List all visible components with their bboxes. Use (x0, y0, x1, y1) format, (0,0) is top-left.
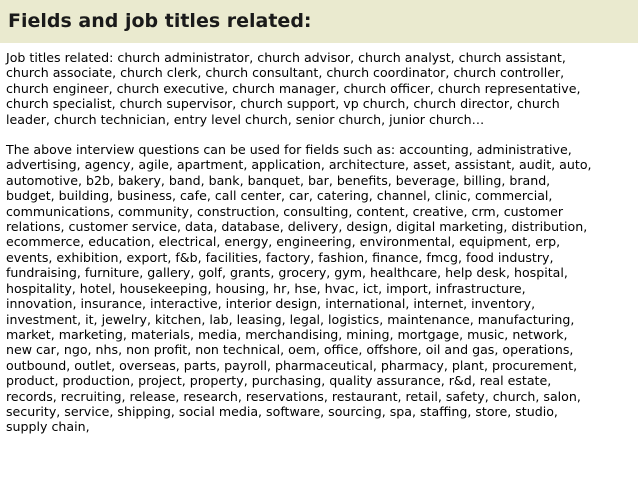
title-bar (0, 0, 638, 43)
fields-paragraph: The above interview questions can be used for fields such as: accounting, administrative, advertising, agency, agile, apartment, application, architecture, asset, assistant, audit, auto, automotive, b2b, bakery, band, bank, banquet, bar, benefits, beverage, billing, brand, budget, building, business, cafe, call center, car, catering, channel, clinic, commercial, communications, community, construction, consulting, content, creative, crm, customer relations, customer service, data, database, delivery, design, digital marketing, distribution, ecommerce, education, electrical, energy, engineering, environmental, equipment, erp, events, exhibition, export, f&b, facilities, factory, fashion, finance, fmcg, food industry, fundraising, furniture, gallery, golf, grants, grocery, gym, healthcare, help desk, hospital, hospitality, hotel, housekeeping, housing, hr, hse, hvac, ict, import, infrastructure, innovation, insurance, interactive, interior design, international, internet, inventory, investment, it, jewelry, kitchen, lab, leasing, legal, logistics, maintenance, manufacturing, market, marketing, materials, media, merchandising, mining, mortgage, music, network, new car, ngo, nhs, non profit, non technical, oem, office, offshore, oil and gas, operations, outbound, outlet, overseas, parts, payroll, pharmaceutical, pharmacy, plant, procurement, product, production, project, property, purchasing, quality assurance, r&d, real estate, records, recruiting, release, research, reservations, restaurant, retail, safety, church, salon, security, service, shipping, social media, software, sourcing, spa, staffing, store, studio, supply chain, (6, 142, 592, 435)
job-titles-paragraph: Job titles related: church administrator, church advisor, church analyst, church assistant, church associate, church clerk, church consultant, church coordinator, church controller, church engineer, church executive, church manager, church officer, church representative, church specialist, church supervisor, church support, vp church, church director, church leader, church technician, entry level church, senior church, junior church… (6, 50, 581, 127)
slide-title: Fields and job titles related: (8, 10, 312, 32)
slide-body (6, 50, 632, 435)
